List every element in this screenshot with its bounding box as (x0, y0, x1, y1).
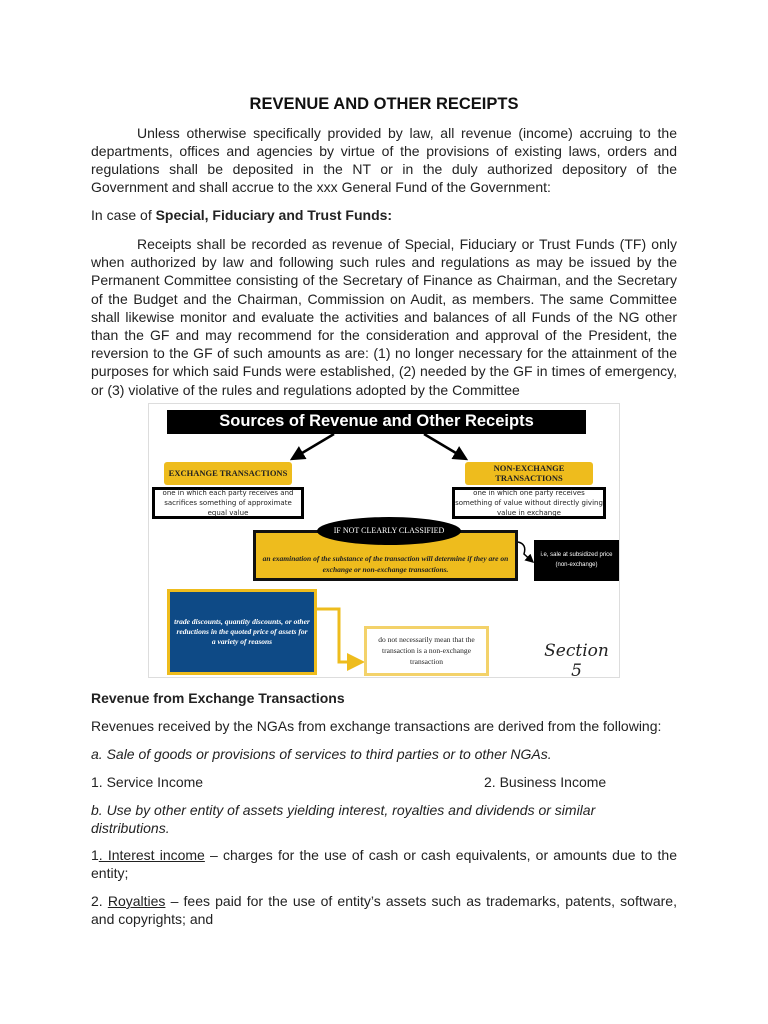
arrow-discounts (317, 609, 362, 662)
royal-num: 2. (91, 892, 108, 909)
interest-num: 1 (91, 846, 99, 863)
royalties-item (91, 892, 677, 948)
nonexchange-desc: one in which one party receives something of value without directly giving value in exchange (452, 487, 606, 519)
item-b: b. Use by other entity of assets yielding interest, royalties and dividends or similar distributions. (91, 801, 596, 836)
special-funds-heading: Special, Fiduciary and Trust Funds: (155, 207, 393, 223)
exchange-desc: one in which each party receives and sacrifices something of approximate equal value (152, 487, 304, 519)
item-business-income: 2. Business Income (484, 773, 607, 790)
section-label: Section 5 (544, 640, 609, 681)
item-service-income: 1. Service Income (91, 773, 204, 790)
not-classified-ellipse: IF NOT CLEARLY CLASSIFIED (317, 517, 461, 545)
special-prefix: In case of (91, 207, 156, 223)
not-mean-box: do not necessarily mean that the transaction is a non-exchange transaction (364, 626, 489, 676)
special-funds-line (91, 206, 677, 224)
nonexchange-label: NON-EXCHANGE TRANSACTIONS (465, 462, 593, 485)
interest-desc: – charges for the use of cash or cash equivalents, or amounts due to the entity; (91, 846, 677, 881)
item-a: a. Sale of goods or provisions of services to third parties or to other NGAs. (91, 745, 552, 762)
receipts-paragraph: Receipts shall be recorded as revenue of Special, Fiduciary or Trust Funds (TF) only when authorized by law and following such rules and regulations as may be issued by the Permanent Committee consisting of the Secretary of Finance as Chairman, and the Secretary of the Budget and the Chairman, Commission on Audit, as members. The same Committee shall likewise monitor and evaluate the activities and balances of all Funds of the NG other than the GF and may recommend for the consideration and approval of the President, the reversion to the GF of such amounts as are: (1) no longer necessary for the attainment of the purposes for which said Funds were established, (2) needed by the GF in times of emergency, or (3) violative of the rules and regulations adopted by the Committee (91, 236, 677, 398)
exchange-intro: Revenues received by the NGAs from exchange transactions are derived from the following: (91, 717, 662, 734)
exchange-heading: Revenue from Exchange Transactions (91, 689, 345, 706)
sources-diagram (148, 403, 620, 681)
examination-box: an examination of the substance of the transaction will determine if they are on exchange or non-exchange transactions. (253, 530, 518, 581)
royal-desc: – fees paid for the use of entity’s assets such as trademarks, patents, software, and copyrights; and (91, 892, 677, 927)
arrow-left (292, 434, 334, 459)
royal-term: Royalties (107, 892, 166, 909)
arrow-example (518, 542, 533, 562)
income-items-row (91, 773, 677, 791)
intro-paragraph: Unless otherwise specifically provided by law, all revenue (income) accruing to the departments, offices and agencies by virtue of the provisions of existing laws, orders and regulations shall be deposited in the NT or in the duly authorized depository of the Government and shall accrue to the xxx General Fund of the Government: (91, 125, 677, 195)
exchange-label: EXCHANGE TRANSACTIONS (164, 462, 292, 485)
example-box: i.e, sale at subsidized price (non-exchange) (534, 540, 619, 581)
arrow-right (424, 434, 466, 459)
page-title: REVENUE AND OTHER RECEIPTS (249, 95, 519, 113)
discounts-box: trade discounts, quantity discounts, or other reductions in the quoted price of assets for a variety of reasons (167, 589, 317, 675)
interest-income-item (91, 846, 677, 882)
interest-term: . Interest income (98, 846, 205, 863)
diagram-title: Sources of Revenue and Other Receipts (167, 410, 586, 434)
